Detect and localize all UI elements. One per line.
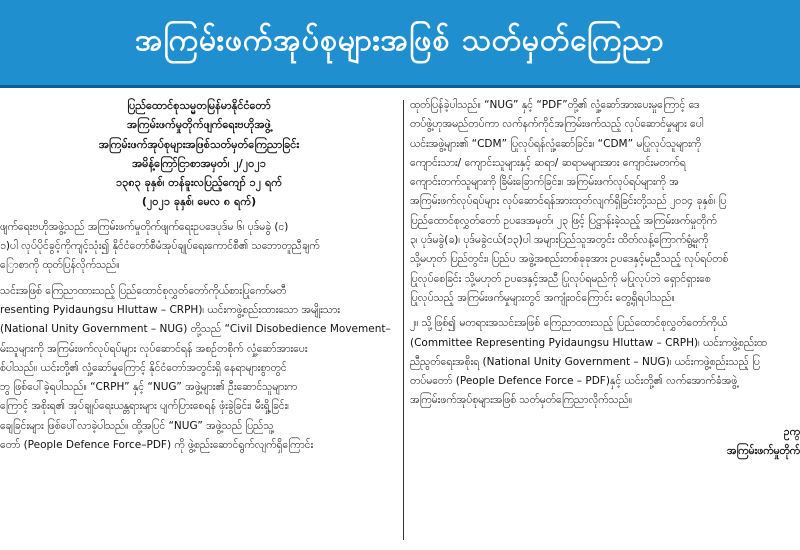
- right-para1-line: ၃၊ ပုဒ်မခွဲ(ခ)၊ ပုဒ်မခွဲငယ်(၁၃)ပါ အများပြည်သူအတွင်း ထိတ်လန့်ကြောက်ရွံ့မှုကို: [410, 234, 709, 247]
- right-para1-line: ကျောင်းတက်သူများကို ခြိမ်းခြောက်ခြင်း။ အကြမ်းဖက်လုပ်ရပ်များကို အ: [410, 176, 679, 189]
- right-para2-line: အကြမ်းဖက်အုပ်စုများအဖြစ် သတ်မှတ်ကြေညာလိုက်သည်။: [410, 394, 633, 407]
- left-para2-line: စ်ပါသည်။ ယင်းတို့၏ လှုံ့ဆော်မှုကြောင့် နိုင်ငံတော်အတွင်းရှိ နေရာများစွာတွင်: [0, 361, 287, 374]
- title-banner: [0, 0, 800, 88]
- header-line-3: အကြမ်းဖက်အုပ်စုများအဖြစ်သတ်မှတ်ကြေညာခြင်း: [98, 137, 300, 151]
- right-para2-line: (Committee Representing Pyidaungsu Hluttaw – CRPH)၊ ယင်းကဖွဲ့စည်းထ: [410, 336, 767, 349]
- left-para1-line: ဖျက်ရေးဗဟိုအဖွဲ့သည် အကြမ်းဖက်မှုတိုက်ဖျက်ရေးဥပဒေပုဒ်မ ၆၊ ပုဒ်မခွဲ (င): [0, 220, 289, 233]
- right-para1-line: ထုတ်ပြန်ခဲ့ပါသည်။ “NUG” နှင့် “PDF”တို့၏ လှုံ့ဆော်အားပေးမှုကြောင့် ဒေ: [410, 99, 700, 111]
- right-para1-line: ပြုလုပ်သည့် အကြမ်းဖက်မှုများတွင် အကျုံးဝင်ကြောင်း တွေ့ရှိရပါသည်။: [410, 291, 675, 304]
- left-para1-line: ၁)ပါ လုပ်ပိုင်ခွင့်ကိုကျင့်သုံး၍ နိုင်ငံတော်စီမံအုပ်ချုပ်ရေးကောင်စီ၏ သဘောတူညီချက်: [0, 240, 320, 253]
- left-para2-line: ကြောင့် အစိုးရ၏ အုပ်ချုပ်ရေးယန္တရားများ ပျက်ပြားစေရန် ဖုံးခွဲခြင်း၊ မီးရှို့ခြင်း၊: [0, 400, 289, 413]
- right-para1-line: ယင်းအဖွဲ့များ၏ “CDM” ပြုလုပ်ရန်လှုံ့ဆော်ခြင်း။ “CDM” မပြုလုပ်သူများကို: [410, 137, 702, 150]
- left-para2-line: (National Unity Government – NUG) တို့သည် “Civil Disobedience Movement–: [0, 323, 391, 336]
- signature-title: ဥက္: [783, 425, 800, 438]
- right-para1-line: သို့မဟုတ် ပြည်တွင်း၊ ပြည်ပ အဖွဲ့အစည်းတစ်ခုခုအား ဥပဒေနှင့်မညီသည့် လုပ်ရပ်တစ်: [410, 253, 729, 266]
- signature-org: အကြမ်းဖက်မှုတိုက်: [726, 445, 800, 458]
- right-para1-line: အကြမ်းဖက်လုပ်ရပ်များ လုပ်ဆောင်ရန်အားထုတ်လျက်ရှိခြင်းတို့သည် ၂၀၁၄ ခုနှစ်၊ ပြ: [410, 195, 727, 208]
- header-line-1: ပြည်ထောင်စုသမ္မတမြန်မာနိုင်ငံတော်: [127, 99, 271, 112]
- right-para1-line: ပြည်ထောင်စုလွှတ်တော် ဥပဒေအမှတ်၊ ၂၃ ဖြင့် ပြဋ္ဌာန်းခဲ့သည့် အကြမ်းဖက်မှုတိုက်: [410, 214, 717, 227]
- right-para1-line: ကျောင်းသား/ ကျောင်းသူများနှင့် ဆရာ/ ဆရာမများအား ကျောင်းမတက်ရ: [410, 156, 686, 169]
- left-para1-line: ြောစာကို ထုတ်ပြန်လိုက်သည်။: [0, 259, 120, 272]
- right-para2-line: ၂။ သို့ဖြစ်၍ မတရားအသင်းအဖြစ် ကြေညာထားသည့် ပြည်ထောင်စုလွှတ်တော်ကိုယ်: [410, 317, 728, 330]
- header-line-2: အကြမ်းဖက်မှုတိုက်ဖျက်ရေးဗဟိုအဖွဲ့: [127, 118, 271, 132]
- left-para2-line: တော် (People Defence Force–PDF) ကို ဖွဲ့စည်းဆောင်ရွက်လျက်ရှိကြောင်း: [0, 439, 314, 452]
- left-para2-line: resenting Pyidaungsu Hluttaw – CRPH)၊ ယင်းကဖွဲ့စည်းထားသော အမျိုးသား: [0, 303, 340, 316]
- right-para2-line: ညီညွတ်ရေးအစိုးရ (National Unity Government – NUG)၊ ယင်းကဖွဲ့စည်းသည့် ပြ: [410, 355, 760, 368]
- left-para2-line: ချေခြင်းများ ဖြစ်ပေါ်လာခဲ့ပါသည်။ ထို့အပြင် “NUG” အဖွဲ့သည် ပြည်သူ့: [0, 419, 274, 432]
- announcement-title: အကြမ်းဖက်အုပ်စုများအဖြစ် သတ်မှတ်ကြေညာ: [135, 23, 665, 58]
- header-line-6: (၂၀၂၁ ခုနှစ်၊ မေလ ၈ ရက်): [141, 195, 257, 209]
- left-para2-line: မ်းသူများကို အကြမ်းဖက်လုပ်ရပ်များ လုပ်ဆောင်ရန် အစဉ်တစိုက် လှုံ့ဆော်အားပေး: [0, 342, 308, 355]
- column-divider: [403, 100, 404, 540]
- left-para2-line: ဘွ ဖြစ်ပေါ်ခဲ့ရပါသည်။ “CRPH” နှင့် “NUG” အဖွဲ့များ၏ ဦးဆောင်သူများက: [0, 381, 298, 394]
- right-para1-line: တပ်ဖွဲ့ဟုအမည်တပ်ကာ လက်နက်ကိုင်အကြမ်းဖက်သည့် လုပ်ဆောင်မှုများ ပေါ: [410, 118, 704, 131]
- header-line-5: ၁၃၈၃ ခုနှစ်၊ တန်ခူးလပြည့်ကျော် ၁၂ ရက်: [115, 176, 283, 190]
- right-para1-line: ပြုလုပ်စေခြင်း သို့မဟုတ် ဥပဒေနှင့်အညီ ပြုလုပ်ရမည်ကို မပြုလုပ်ဘဲ ရှောင်ရှားစေ: [410, 272, 711, 285]
- left-column: [0, 96, 398, 550]
- header-line-4: အမိန့်ကြော်ငြာစာအမှတ်၊ ၂/၂၀၂၁: [132, 156, 266, 170]
- right-para2-line: တပ်မတော် (People Defence Force – PDF)နှင့် ယင်းတို့၏ လက်အောက်ခံအဖွဲ့: [410, 375, 738, 388]
- left-para2-line: သင်းအဖြစ် ကြေညာထားသည့် ပြည်ထောင်စုလွှတ်တော်ကိုယ်စားပြုကော်မတီ: [0, 284, 287, 297]
- right-column: [410, 96, 800, 550]
